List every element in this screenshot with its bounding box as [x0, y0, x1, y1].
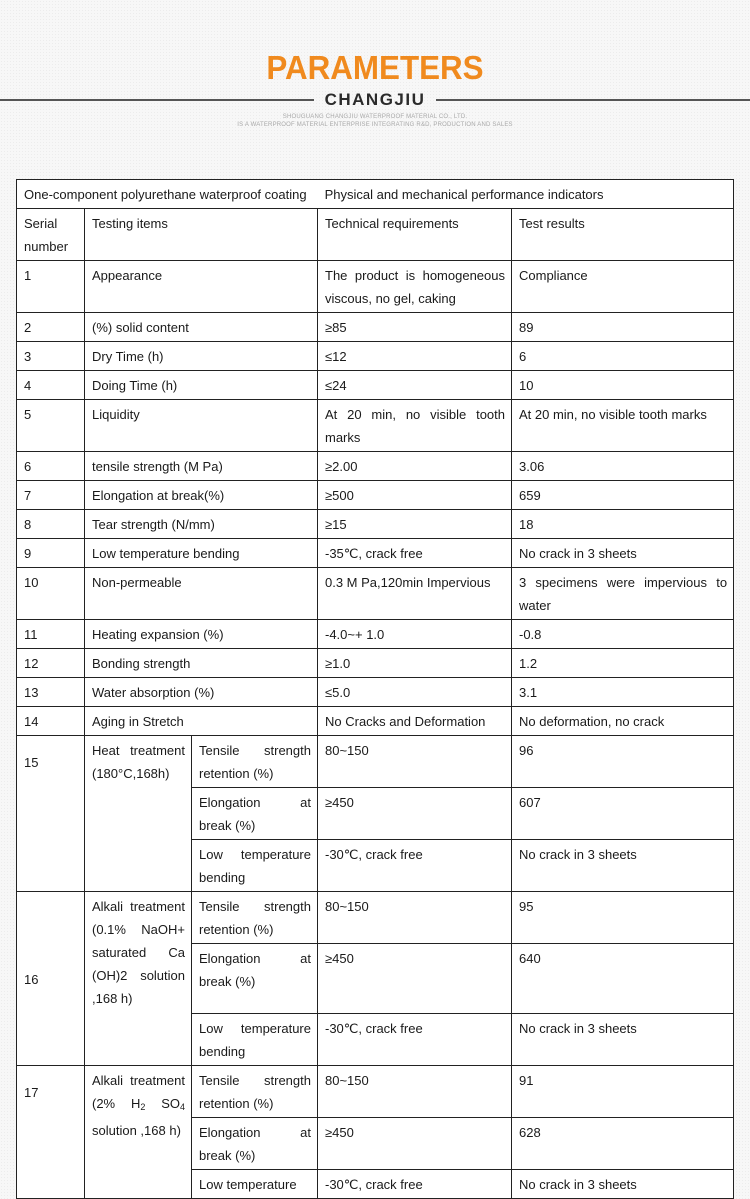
- row-serial: 12: [17, 649, 85, 678]
- row-serial: 5: [17, 400, 85, 452]
- row-testing-item: Doing Time (h): [85, 371, 318, 400]
- row-requirement: ≤12: [318, 342, 512, 371]
- group-rows: [17, 736, 734, 1199]
- row-result: 6: [512, 342, 734, 371]
- row-testing-item: Non-permeable: [85, 568, 318, 620]
- company-description: IS A WATERPROOF MATERIAL ENTERPRISE INTEGRATING R&D, PRODUCTION AND SALES: [237, 122, 513, 128]
- table-row: [17, 261, 734, 313]
- subrow-requirement: -30℃, crack free: [318, 1014, 512, 1066]
- row-serial: 13: [17, 678, 85, 707]
- column-header-serial: Serial number: [17, 209, 85, 261]
- subrow-requirement: 80~150: [318, 892, 512, 944]
- table-row: [17, 510, 734, 539]
- subrow-result: 640: [512, 944, 734, 1014]
- row-result: 10: [512, 371, 734, 400]
- subrow-requirement: 80~150: [318, 736, 512, 788]
- row-testing-item: Water absorption (%): [85, 678, 318, 707]
- subrow-result: No crack in 3 sheets: [512, 1014, 734, 1066]
- row-requirement: ≤5.0: [318, 678, 512, 707]
- row-result: 3.1: [512, 678, 734, 707]
- subrow-result: 628: [512, 1118, 734, 1170]
- subrow-result: No crack in 3 sheets: [512, 840, 734, 892]
- table-row: [17, 707, 734, 736]
- row-serial: 3: [17, 342, 85, 371]
- table-row: [17, 539, 734, 568]
- subrow-testing-item: Tensile strength retention (%): [192, 892, 318, 944]
- row-requirement: ≤24: [318, 371, 512, 400]
- page-header: [0, 0, 750, 140]
- row-testing-item: Liquidity: [85, 400, 318, 452]
- row-result: 3 specimens were impervious to water: [512, 568, 734, 620]
- subrow-result: No crack in 3 sheets: [512, 1170, 734, 1199]
- group-treatment: Alkali treatment (0.1% NaOH+ saturated Ca (OH)2 solution ,168 h): [85, 892, 192, 1066]
- subrow-result: 91: [512, 1066, 734, 1118]
- subscript-text: 4: [179, 1102, 185, 1112]
- row-serial: 14: [17, 707, 85, 736]
- table-row: [17, 452, 734, 481]
- row-requirement: -4.0~+ 1.0: [318, 620, 512, 649]
- table-caption-row: [17, 180, 734, 209]
- page-title: PARAMETERS: [266, 49, 484, 86]
- row-requirement: At 20 min, no visible tooth marks: [318, 400, 512, 452]
- table-row: [17, 678, 734, 707]
- subscript-text: 2: [140, 1102, 146, 1112]
- brand-name: CHANGJIU: [324, 90, 426, 109]
- table-row: [17, 892, 734, 944]
- subrow-testing-item: Low temperature bending: [192, 840, 318, 892]
- row-requirement: ≥1.0: [318, 649, 512, 678]
- divider-right: [436, 99, 750, 101]
- subrow-testing-item: Tensile strength retention (%): [192, 736, 318, 788]
- subrow-result: 96: [512, 736, 734, 788]
- row-result: 89: [512, 313, 734, 342]
- row-serial: 4: [17, 371, 85, 400]
- subrow-testing-item: Elongation at break (%): [192, 1118, 318, 1170]
- subrow-requirement: ≥450: [318, 944, 512, 1014]
- subrow-testing-item: Elongation at break (%): [192, 788, 318, 840]
- row-result: No crack in 3 sheets: [512, 539, 734, 568]
- row-testing-item: Aging in Stretch: [85, 707, 318, 736]
- row-result: 659: [512, 481, 734, 510]
- row-serial: 11: [17, 620, 85, 649]
- row-requirement: ≥2.00: [318, 452, 512, 481]
- subrow-requirement: 80~150: [318, 1066, 512, 1118]
- row-requirement: -35℃, crack free: [318, 539, 512, 568]
- table-header-row: [17, 209, 734, 261]
- row-serial: 8: [17, 510, 85, 539]
- row-result: Compliance: [512, 261, 734, 313]
- row-testing-item: Tear strength (N/mm): [85, 510, 318, 539]
- subrow-testing-item: Low temperature bending: [192, 1014, 318, 1066]
- parameters-table: [16, 179, 734, 1199]
- table-row: [17, 649, 734, 678]
- table-row: [17, 481, 734, 510]
- row-result: -0.8: [512, 620, 734, 649]
- row-testing-item: (%) solid content: [85, 313, 318, 342]
- row-requirement: ≥85: [318, 313, 512, 342]
- row-result: 18: [512, 510, 734, 539]
- subrow-testing-item: Tensile strength retention (%): [192, 1066, 318, 1118]
- subrow-requirement: -30℃, crack free: [318, 1170, 512, 1199]
- company-tagline: SHOUGUANG CHANGJIU WATERPROOF MATERIAL CO., LTD.: [282, 114, 468, 120]
- group-treatment: [85, 1066, 192, 1199]
- row-result: 3.06: [512, 452, 734, 481]
- column-header-technical-requirements: Technical requirements: [318, 209, 512, 261]
- table-row: [17, 313, 734, 342]
- row-serial: 7: [17, 481, 85, 510]
- row-testing-item: Dry Time (h): [85, 342, 318, 371]
- row-serial: 1: [17, 261, 85, 313]
- row-requirement: ≥500: [318, 481, 512, 510]
- table-row: [17, 400, 734, 452]
- group-serial: 16: [17, 892, 85, 1066]
- row-testing-item: Low temperature bending: [85, 539, 318, 568]
- subrow-requirement: -30℃, crack free: [318, 840, 512, 892]
- table-caption: [17, 180, 734, 209]
- subrow-requirement: ≥450: [318, 788, 512, 840]
- caption-section: Physical and mechanical performance indicators: [324, 187, 604, 202]
- subrow-testing-item: Elongation at break (%): [192, 944, 318, 1014]
- table-row: [17, 736, 734, 788]
- group-serial: 17: [17, 1066, 85, 1199]
- table-row: [17, 342, 734, 371]
- row-requirement: 0.3 M Pa,120min Impervious: [318, 568, 512, 620]
- row-serial: 2: [17, 313, 85, 342]
- treatment-text: solution ,168 h): [92, 1123, 181, 1138]
- row-testing-item: Bonding strength: [85, 649, 318, 678]
- row-testing-item: Appearance: [85, 261, 318, 313]
- caption-product: One-component polyurethane waterproof coating: [24, 187, 307, 202]
- table-row: [17, 568, 734, 620]
- treatment-text: Alkali treatment (2% H: [92, 1073, 185, 1111]
- row-testing-item: tensile strength (M Pa): [85, 452, 318, 481]
- group-serial: 15: [17, 736, 85, 892]
- table-row: [17, 1066, 734, 1118]
- simple-rows: [17, 261, 734, 736]
- row-result: 1.2: [512, 649, 734, 678]
- subrow-result: 95: [512, 892, 734, 944]
- row-testing-item: Heating expansion (%): [85, 620, 318, 649]
- group-treatment: Heat treatment (180°C,168h): [85, 736, 192, 892]
- subrow-result: 607: [512, 788, 734, 840]
- row-serial: 6: [17, 452, 85, 481]
- row-result: At 20 min, no visible tooth marks: [512, 400, 734, 452]
- treatment-text: SO: [145, 1096, 180, 1111]
- row-requirement: ≥15: [318, 510, 512, 539]
- column-header-test-results: Test results: [512, 209, 734, 261]
- table-row: [17, 620, 734, 649]
- row-serial: 9: [17, 539, 85, 568]
- table-row: [17, 371, 734, 400]
- subrow-requirement: ≥450: [318, 1118, 512, 1170]
- row-requirement: No Cracks and Deformation: [318, 707, 512, 736]
- column-header-testing-items: Testing items: [85, 209, 318, 261]
- row-testing-item: Elongation at break(%): [85, 481, 318, 510]
- row-serial: 10: [17, 568, 85, 620]
- row-result: No deformation, no crack: [512, 707, 734, 736]
- subrow-testing-item: Low temperature: [192, 1170, 318, 1199]
- row-requirement: The product is homogeneous viscous, no gel, caking: [318, 261, 512, 313]
